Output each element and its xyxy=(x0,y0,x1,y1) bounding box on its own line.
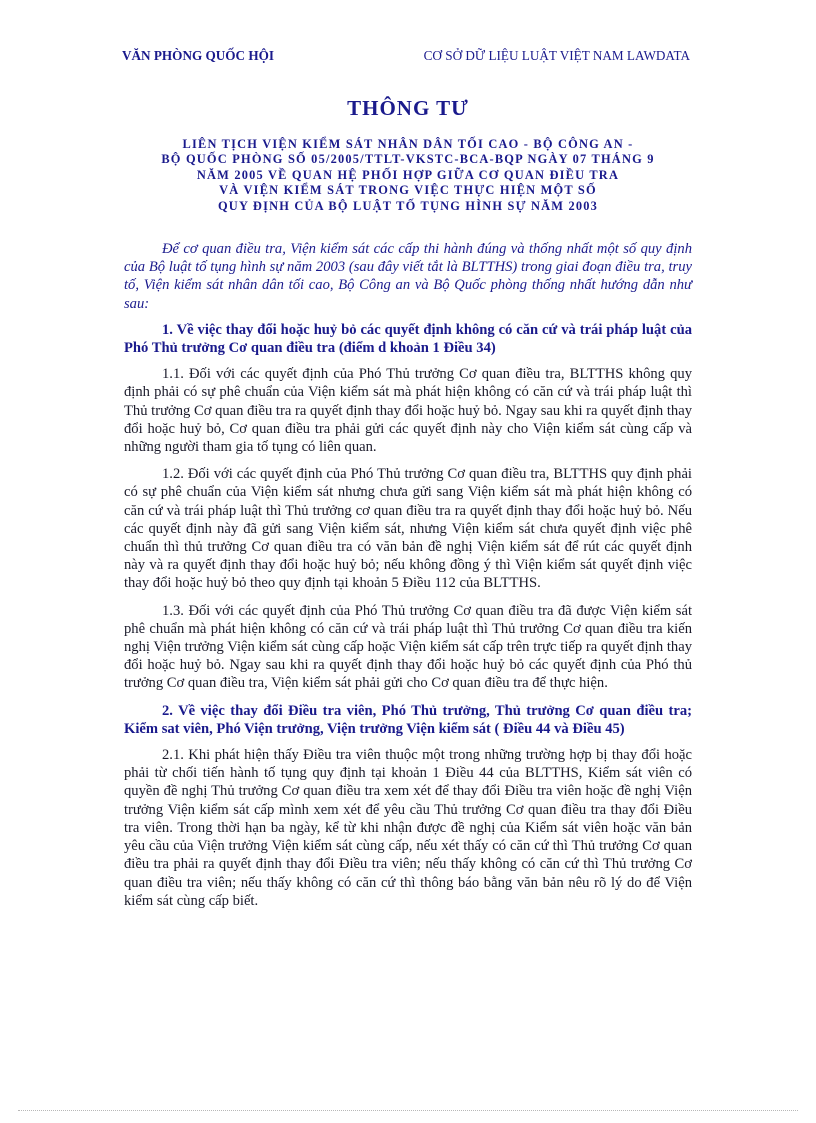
subtitle-line: QUY ĐỊNH CỦA BỘ LUẬT TỐ TỤNG HÌNH SỰ NĂM 2003 xyxy=(217,198,599,213)
subtitle-line: VÀ VIỆN KIỂM SÁT TRONG VIỆC THỰC HIỆN MỘT SỐ xyxy=(219,183,597,198)
document-title: THÔNG TƯ xyxy=(347,96,469,120)
header-office: VĂN PHÒNG QUỐC HỘI xyxy=(122,48,275,63)
paragraph: 1.1. Đối với các quyết định của Phó Thủ trưởng Cơ quan điều tra, BLTTHS không quy định phải có sự phê chuẩn của Viện kiểm sát mà phát hiện không có căn cứ và trái pháp luật thì Thủ trưởng Cơ quan điều tra ra quyết định thay đổi hoặc huỷ bỏ. Ngay sau khi ra quyết định thay đổi hoặc huỷ bỏ, Cơ quan điều tra phải gửi các quyết định này cho Viện kiểm sát cùng cấp và những người tham gia tố tụng có liên quan. xyxy=(124,366,692,456)
section-title: 1. Về việc thay đổi hoặc huỷ bỏ các quyết định không có căn cứ và trái pháp luật của Phó Thủ trưởng Cơ quan điều tra (điểm d khoản 1 Điều 34) xyxy=(124,321,692,357)
section-title: 2. Về việc thay đổi Điều tra viên, Phó Thủ trưởng, Thủ trưởng Cơ quan điều tra; Kiểm sat viên, Phó Viện trưởng, Viện trưởng Viện kiểm sát ( Điều 44 và Điều 45) xyxy=(124,702,692,737)
intro-paragraph: Để cơ quan điều tra, Viện kiểm sát các cấp thi hành đúng và thống nhất một số quy định của Bộ luật tố tụng hình sự năm 2003 (sau đây viết tắt là BLTTHS) trong giai đoạn điều tra, truy tố, Viện kiểm sát nhân dân tối cao, Bộ Công an và Bộ Quốc phòng thống nhất hướng dẫn như sau: xyxy=(124,241,692,312)
document-header xyxy=(122,48,690,64)
document-body xyxy=(124,240,692,919)
subtitle-line: LIÊN TỊCH VIỆN KIỂM SÁT NHÂN DÂN TỐI CAO - BỘ CÔNG AN - xyxy=(182,137,634,151)
header-database: CƠ SỞ DỮ LIỆU LUẬT VIỆT NAM LAWDATA xyxy=(423,48,690,63)
paragraph: 1.2. Đối với các quyết định của Phó Thủ trưởng Cơ quan điều tra, BLTTHS quy định phải có sự phê chuẩn của Viện kiểm sát nhưng chưa gửi sang Viện kiểm sát mà phát hiện không có căn cứ và trái pháp luật thì Thủ trưởng cơ quan điều tra ra quyết định thay đổi hoặc huỷ bỏ. Nếu các quyết định này đã gửi sang Viện kiểm sát, nhưng Viện kiểm sát chưa quyết định việc phê chuẩn thì thủ trưởng Cơ quan điều tra có văn bản đề nghị Viện kiểm sát để rút các quyết định này và ra quyết định thay đổi hoặc huỷ bỏ; nếu không đồng ý thì Viện kiểm sát quyết định việc thay đổi hoặc huỷ bỏ theo quy định tại khoản 5 Điều 112 của BLTTHS. xyxy=(124,466,692,592)
subtitle-line: BỘ QUỐC PHÒNG SỐ 05/2005/TTLT-VKSTC-BCA-BQP NGÀY 07 THÁNG 9 xyxy=(161,152,655,167)
subtitle-line: NĂM 2005 VỀ QUAN HỆ PHỐI HỢP GIỮA CƠ QUAN ĐIỀU TRA xyxy=(196,167,620,182)
document-subtitle xyxy=(100,137,716,214)
page-bottom-divider xyxy=(18,1110,798,1111)
paragraph: 2.1. Khi phát hiện thấy Điều tra viên thuộc một trong những trường hợp bị thay đổi hoặc phải từ chối tiến hành tố tụng quy định tại khoản 1 Điều 44 của BLTTHS, Kiểm sát viên có quyền đề nghị Thủ trưởng Cơ quan điều tra xem xét để thay đổi Điều tra viên hoặc đề nghị Viện trưởng Viện kiểm sát cấp mình xem xét để yêu cầu Thủ trưởng Cơ quan điều tra thay đổi Điều tra viên. Trong thời hạn ba ngày, kể từ khi nhận được đề nghị của Kiểm sát viên hoặc văn bản yêu cầu của Viện trưởng Viện kiểm sát cùng cấp, nếu xét thấy có căn cứ thì Thủ trưởng Cơ quan điều tra phải ra quyết định thay đổi Điều tra viên; nếu thấy không có căn cứ thì Thủ trưởng Cơ quan điều tra viên; nếu thấy không có căn cứ thì thông báo bằng văn bản nêu rõ lý do để Viện kiểm sát cùng cấp biết. xyxy=(124,747,692,909)
paragraph: 1.3. Đối với các quyết định của Phó Thủ trưởng Cơ quan điều tra đã được Viện kiểm sát phê chuẩn mà phát hiện không có căn cứ và trái pháp luật thì Thủ trưởng Cơ quan điều tra kiến nghị Viện trưởng Viện kiểm sát cùng cấp hoặc Viện kiểm sát cấp trên trực tiếp ra quyết định thay đổi hoặc huỷ bỏ. Ngay sau khi ra quyết định thay đổi hoặc huỷ bỏ các quyết định của Phó thủ trưởng Cơ quan điều tra, Viện kiểm sát phải gửi cho Cơ quan điều tra để thực hiện. xyxy=(124,602,692,692)
